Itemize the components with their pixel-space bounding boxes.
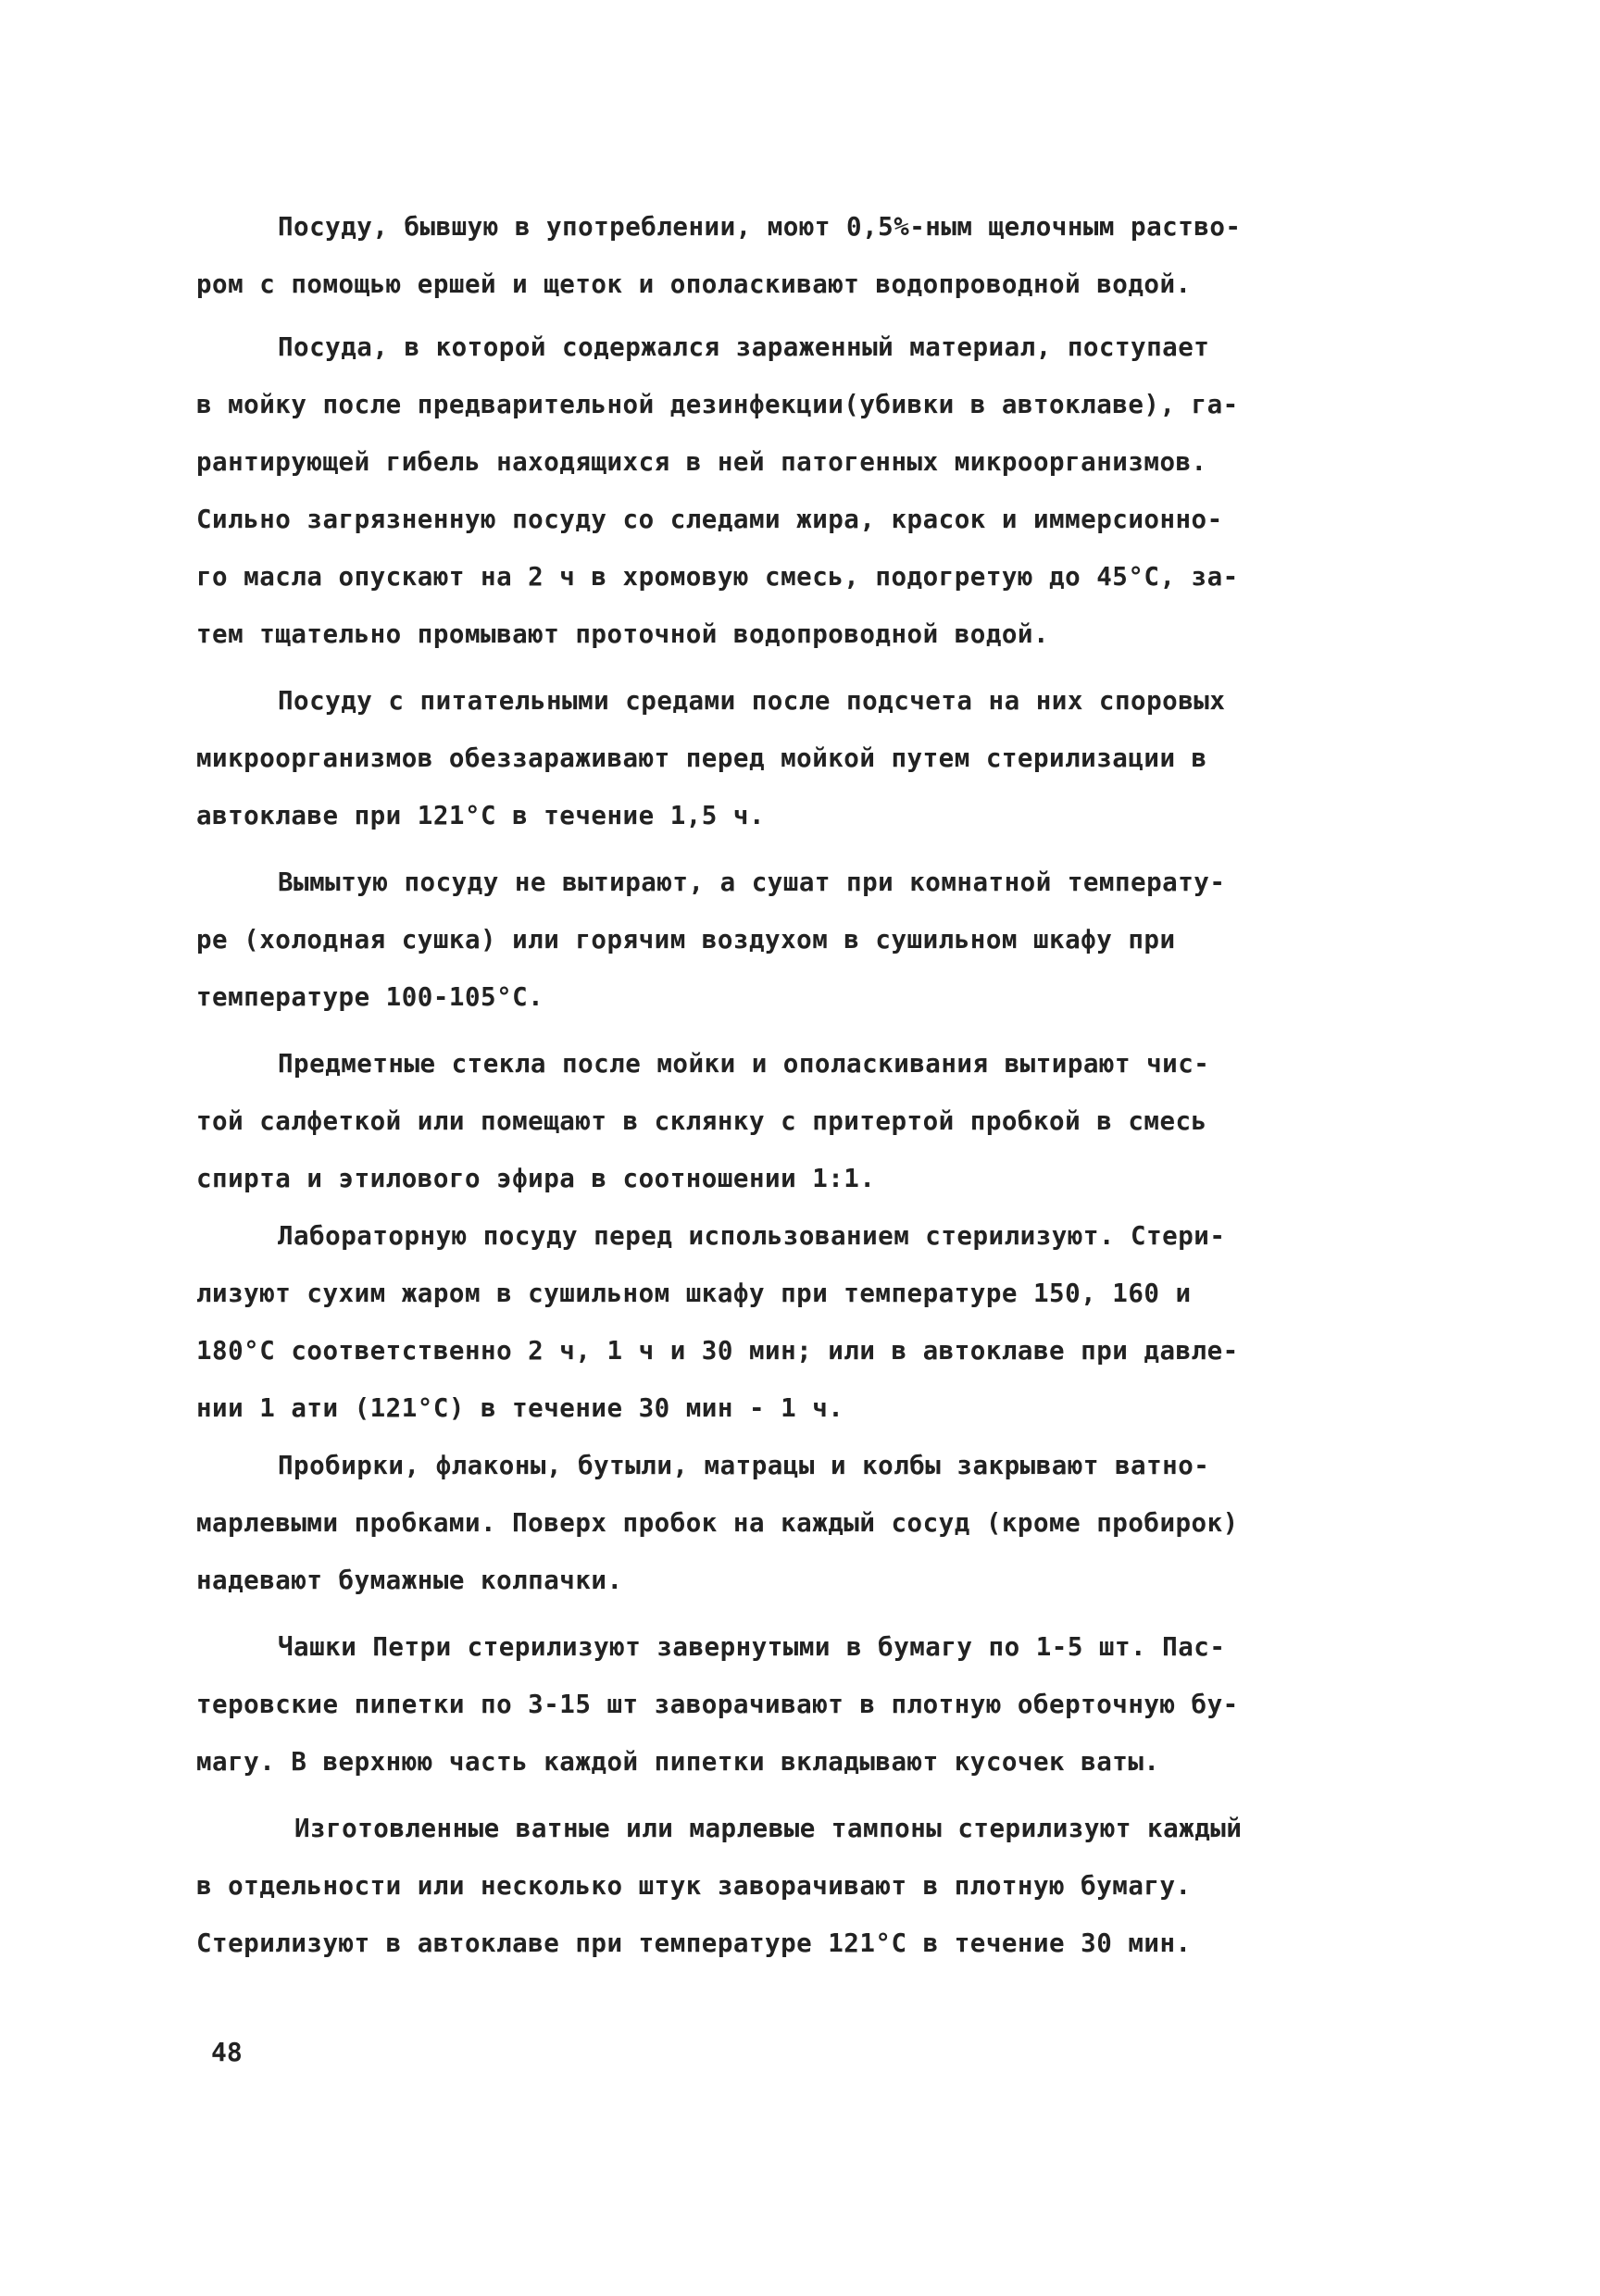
text-line: Лабораторную посуду перед использованием стерилизуют. Стери-: [278, 1221, 1226, 1251]
text-line: магу. В верхнюю часть каждой пипетки вкладывают кусочек ваты.: [196, 1747, 1160, 1777]
paragraph: [196, 854, 1419, 1026]
text-line: Стерилизуют в автоклаве при температуре 121°С в течение 30 мин.: [196, 1928, 1192, 1958]
text-line: ре (холодная сушка) или горячим воздухом в сушильном шкафу при: [196, 925, 1176, 955]
paragraph: [196, 1800, 1419, 1972]
text-line: температуре 100-105°С.: [196, 982, 544, 1012]
text-line: автоклаве при 121°С в течение 1,5 ч.: [196, 801, 766, 830]
text-line: Посуда, в которой содержался зараженный материал, поступает: [278, 332, 1210, 362]
text-line: микроорганизмов обеззараживают перед мойкой путем стерилизации в: [196, 743, 1207, 773]
text-line: Сильно загрязненную посуду со следами жира, красок и иммерсионно-: [196, 505, 1223, 534]
text-line: Чашки Петри стерилизуют завернутыми в бумагу по 1-5 шт. Пас-: [278, 1632, 1226, 1662]
text-line: теровские пипетки по 3-15 шт заворачивают в плотную оберточную бу-: [196, 1690, 1239, 1719]
text-line: Вымытую посуду не вытирают, а сушат при комнатной температу-: [278, 867, 1226, 897]
text-line: Изготовленные ватные или марлевые тампоны стерилизуют каждый: [294, 1814, 1243, 1843]
page-number: 48: [211, 2037, 243, 2067]
text-line: Предметные стекла после мойки и ополаскивания вытирают чис-: [278, 1049, 1210, 1079]
text-line: надевают бумажные колпачки.: [196, 1566, 623, 1595]
paragraph: [196, 1207, 1419, 1437]
text-line: в мойку после предварительной дезинфекции(убивки в автоклаве), га-: [196, 390, 1239, 419]
body-text: [196, 198, 1419, 1972]
text-line: марлевыми пробками. Поверх пробок на каждый сосуд (кроме пробирок): [196, 1508, 1239, 1538]
text-line: той салфеткой или помещают в склянку с притертой пробкой в смесь: [196, 1106, 1207, 1136]
text-line: ром с помощью ершей и щеток и ополаскивают водопроводной водой.: [196, 269, 1192, 299]
text-line: спирта и этилового эфира в соотношении 1:1.: [196, 1164, 876, 1193]
text-line: Посуду, бывшую в употреблении, моют 0,5%-ным щелочным раство-: [278, 212, 1242, 242]
paragraph: [196, 1035, 1419, 1207]
text-line: тем тщательно промывают проточной водопроводной водой.: [196, 619, 1050, 649]
text-line: нии 1 ати (121°С) в течение 30 мин - 1 ч.: [196, 1393, 844, 1423]
text-line: Посуду с питательными средами после подсчета на них споровых: [278, 686, 1226, 716]
text-line: Пробирки, флаконы, бутыли, матрацы и колбы закрывают ватно-: [278, 1451, 1210, 1480]
text-line: в отдельности или несколько штук заворачивают в плотную бумагу.: [196, 1871, 1192, 1901]
paragraph: [196, 1437, 1419, 1609]
text-line: лизуют сухим жаром в сушильном шкафу при температуре 150, 160 и: [196, 1279, 1192, 1308]
paragraph: [196, 1618, 1419, 1791]
text-line: рантирующей гибель находящихся в ней патогенных микроорганизмов.: [196, 447, 1207, 477]
paragraph: [196, 198, 1419, 313]
text-line: го масла опускают на 2 ч в хромовую смесь, подогретую до 45°С, за-: [196, 562, 1239, 592]
text-line: 180°С соответственно 2 ч, 1 ч и 30 мин; или в автоклаве при давле-: [196, 1336, 1239, 1366]
paragraph: [196, 318, 1419, 663]
paragraph: [196, 672, 1419, 844]
